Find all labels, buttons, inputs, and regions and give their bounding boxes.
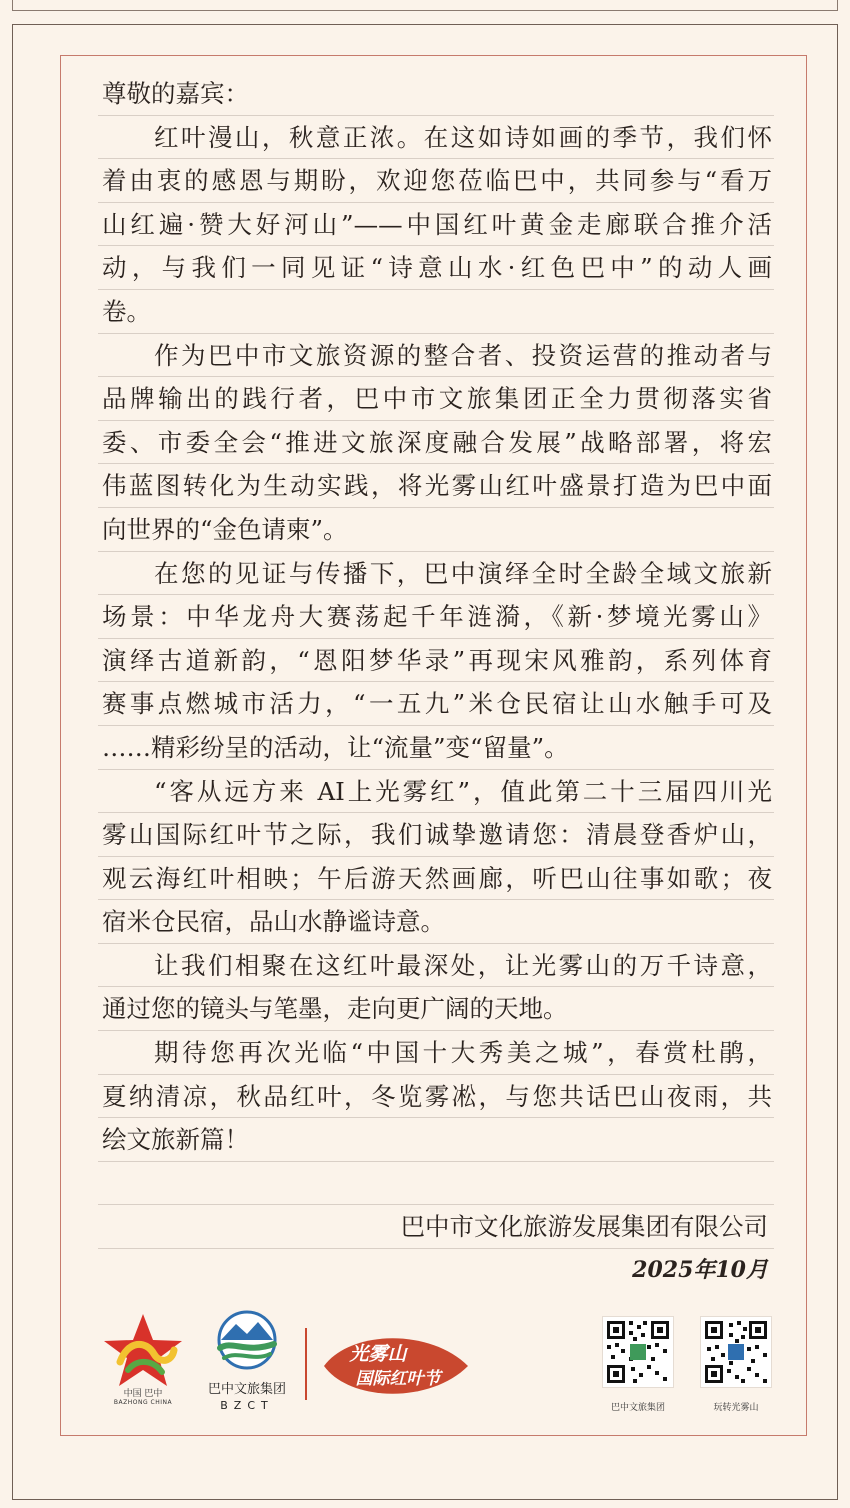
letter-line: 让我们相聚在这红叶最深处，让光雾山的万千诗意， <box>98 944 774 988</box>
letter-line: 场景：中华龙舟大赛荡起千年涟漪，《新·梦境光雾山》 <box>98 595 774 639</box>
bazhong-logo <box>98 1310 188 1418</box>
festival-logo <box>320 1326 470 1406</box>
letter-line: 赛事点燃城市活力，“一五九”米仓民宿让山水触手可及 <box>98 682 774 726</box>
qr-code-guangwushan[interactable] <box>700 1316 772 1413</box>
letter-line: 演绎古道新韵，“恩阳梦华录”再现宋风雅韵，系列体育 <box>98 639 774 683</box>
letter-line: 观云海红叶相映；午后游天然画廊，听巴山往事如歌；夜 <box>98 857 774 901</box>
letter-line: 雾山国际红叶节之际，我们诚挚邀请您：清晨登香炉山， <box>98 813 774 857</box>
mountain-wave-logo-icon <box>206 1357 288 1376</box>
top-border <box>12 0 838 11</box>
invitation-letter <box>98 72 774 1293</box>
letter-line: 动，与我们一同见证“诗意山水·红色巴中”的动人画 <box>98 246 774 290</box>
red-leaf-logo-icon <box>320 1343 470 1410</box>
bazhong-logo-cn: 中国 巴中 <box>123 1389 163 1399</box>
letter-line: 在您的见证与传播下，巴中演绎全时全龄全域文旅新 <box>98 552 774 596</box>
letter-line: 着由衷的感恩与期盼，欢迎您莅临巴中，共同参与“看万 <box>98 159 774 203</box>
festival-logo-line2: 国际红叶节 <box>355 1369 441 1389</box>
letter-line: 伟蓝图转化为生动实践，将光雾山红叶盛景打造为巴中面 <box>98 464 774 508</box>
letter-line: 红叶漫山，秋意正浓。在这如诗如画的季节，我们怀 <box>98 116 774 160</box>
letter-line: 品牌输出的践行者，巴中市文旅集团正全力贯彻落实省 <box>98 377 774 421</box>
logo-divider <box>305 1328 307 1400</box>
signature: 巴中市文化旅游发展集团有限公司 <box>98 1205 774 1249</box>
qr-caption: 玩转光雾山 <box>713 1403 759 1413</box>
letter-line: ……精彩纷呈的活动，让“流量”变“留量”。 <box>98 726 774 770</box>
qr-caption: 巴中文旅集团 <box>610 1403 665 1413</box>
qr-code-bzct[interactable] <box>602 1316 674 1413</box>
festival-logo-line1: 光雾山 <box>349 1343 407 1365</box>
letter-line: 向世界的“金色请柬”。 <box>98 508 774 552</box>
letter-line: 期待您再次光临“中国十大秀美之城”，春赏杜鹃， <box>98 1031 774 1075</box>
letter-line: 卷。 <box>98 290 774 334</box>
letter-line: 委、市委全会“推进文旅深度融合发展”战略部署，将宏 <box>98 421 774 465</box>
letter-line: 作为巴中市文旅资源的整合者、投资运营的推动者与 <box>98 334 774 378</box>
letter-line: 宿米仓民宿，品山水静谧诗意。 <box>98 900 774 944</box>
letter-line: 绘文旅新篇！ <box>98 1118 774 1162</box>
bzct-logo <box>206 1310 288 1418</box>
bzct-logo-cn: 巴中文旅集团 <box>207 1382 286 1397</box>
letter-line: “客从远方来 AI上光雾红”，值此第二十三届四川光 <box>98 770 774 814</box>
qr-code-icon <box>602 1316 674 1388</box>
bzct-logo-en: BZCT <box>220 1399 274 1412</box>
qr-code-icon <box>700 1316 772 1388</box>
bazhong-logo-en: BAZHONG CHINA <box>113 1399 173 1406</box>
letter-line: 山红遍·赞大好河山”——中国红叶黄金走廊联合推介活 <box>98 203 774 247</box>
salutation: 尊敬的嘉宾： <box>98 72 774 116</box>
red-star-logo-icon <box>98 1310 188 1390</box>
letter-date: 2025年10月 <box>632 1257 768 1284</box>
footer-logos <box>98 1310 774 1420</box>
letter-line: 夏纳清凉，秋品红叶，冬览雾凇，与您共话巴山夜雨，共 <box>98 1075 774 1119</box>
letter-line: 通过您的镜头与笔墨，走向更广阔的天地。 <box>98 987 774 1031</box>
blank-line <box>98 1162 774 1206</box>
